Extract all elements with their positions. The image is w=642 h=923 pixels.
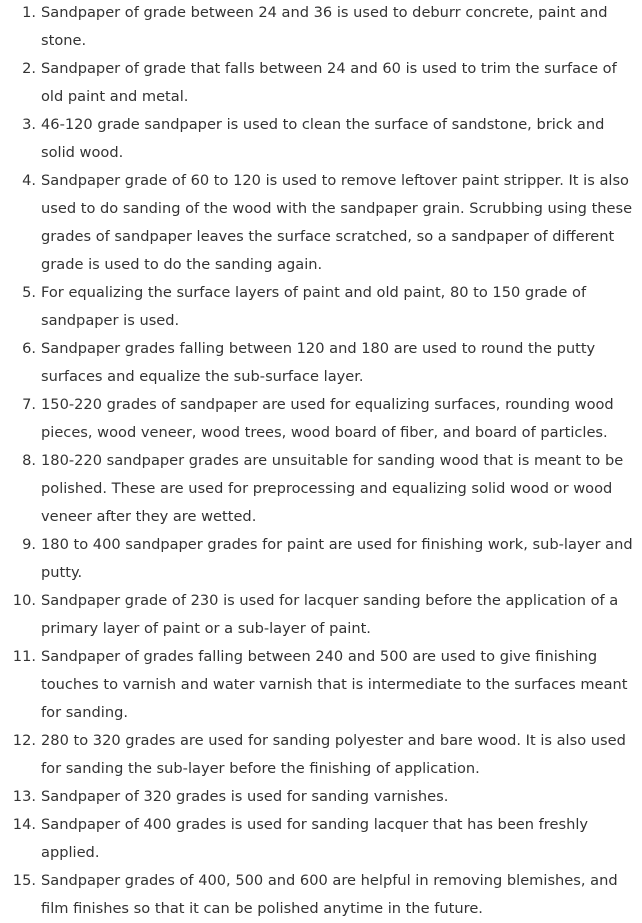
list-item-text: Sandpaper of grade between 24 and 36 is used to deburr concrete, paint and stone. xyxy=(41,4,608,49)
list-item-text: 180 to 400 sandpaper grades for paint are used for finishing work, sub-layer and putty. xyxy=(41,536,633,581)
list-item-number: 15. xyxy=(12,872,36,889)
list-item-number: 2. xyxy=(22,60,36,77)
list-item-text: 150-220 grades of sandpaper are used for equalizing surfaces, rounding wood pieces, wood veneer, wood trees, wood board of fiber, and board of particles. xyxy=(41,396,614,441)
list-item-number: 4. xyxy=(22,172,36,189)
list-item xyxy=(0,783,642,811)
list-item-text: Sandpaper grade of 60 to 120 is used to remove leftover paint stripper. It is also used to do sanding of the wood with the sandpaper grain. Scrubbing using these grades of sandpaper leaves the surface scratched, so a sandpaper of different grade is used to do the sanding again. xyxy=(41,172,633,273)
list-item-number: 7. xyxy=(22,396,36,413)
list-item xyxy=(0,811,642,867)
list-item-number: 6. xyxy=(22,340,36,357)
list-item xyxy=(0,391,642,447)
list-item-text: Sandpaper of grades falling between 240 and 500 are used to give finishing touches to varnish and water varnish that is intermediate to the surfaces meant for sanding. xyxy=(41,648,628,721)
list-item-number: 9. xyxy=(22,536,36,553)
list-item xyxy=(0,587,642,643)
list-item xyxy=(0,335,642,391)
list-item xyxy=(0,167,642,279)
list-item-text: 46-120 grade sandpaper is used to clean the surface of sandstone, brick and solid wood. xyxy=(41,116,605,161)
list-item-text: Sandpaper grades falling between 120 and 180 are used to round the putty surfaces and equalize the sub-surface layer. xyxy=(41,340,596,385)
list-item-text: 280 to 320 grades are used for sanding polyester and bare wood. It is also used for sanding the sub-layer before the finishing of application. xyxy=(41,732,626,777)
list-item-number: 3. xyxy=(22,116,36,133)
list-item-number: 11. xyxy=(12,648,36,665)
list-item-number: 13. xyxy=(12,788,36,805)
list-item-number: 12. xyxy=(12,732,36,749)
list-item-number: 1. xyxy=(22,4,36,21)
list-item xyxy=(0,111,642,167)
list-item-number: 14. xyxy=(12,816,36,833)
list-item-text: Sandpaper of 320 grades is used for sanding varnishes. xyxy=(41,788,449,805)
list-item-number: 8. xyxy=(22,452,36,469)
list-item-text: For equalizing the surface layers of paint and old paint, 80 to 150 grade of sandpaper is used. xyxy=(41,284,587,329)
list-item xyxy=(0,867,642,923)
list-item-text: Sandpaper of grade that falls between 24 and 60 is used to trim the surface of old paint and metal. xyxy=(41,60,617,105)
list-item xyxy=(0,0,642,55)
list-item-text: 180-220 sandpaper grades are unsuitable for sanding wood that is meant to be polished. These are used for preprocessing and equalizing solid wood or wood veneer after they are wetted. xyxy=(41,452,624,525)
list-item xyxy=(0,55,642,111)
list-item-text: Sandpaper grade of 230 is used for lacquer sanding before the application of a primary layer of paint or a sub-layer of paint. xyxy=(41,592,619,637)
list-item-number: 5. xyxy=(22,284,36,301)
list-item-text: Sandpaper grades of 400, 500 and 600 are helpful in removing blemishes, and film finishes so that it can be polished anytime in the future. xyxy=(41,872,618,917)
list-item-text: Sandpaper of 400 grades is used for sanding lacquer that has been freshly applied. xyxy=(41,816,589,861)
list-item xyxy=(0,643,642,727)
list-item xyxy=(0,279,642,335)
list-item xyxy=(0,447,642,531)
list-item xyxy=(0,531,642,587)
list-item-number: 10. xyxy=(12,592,36,609)
